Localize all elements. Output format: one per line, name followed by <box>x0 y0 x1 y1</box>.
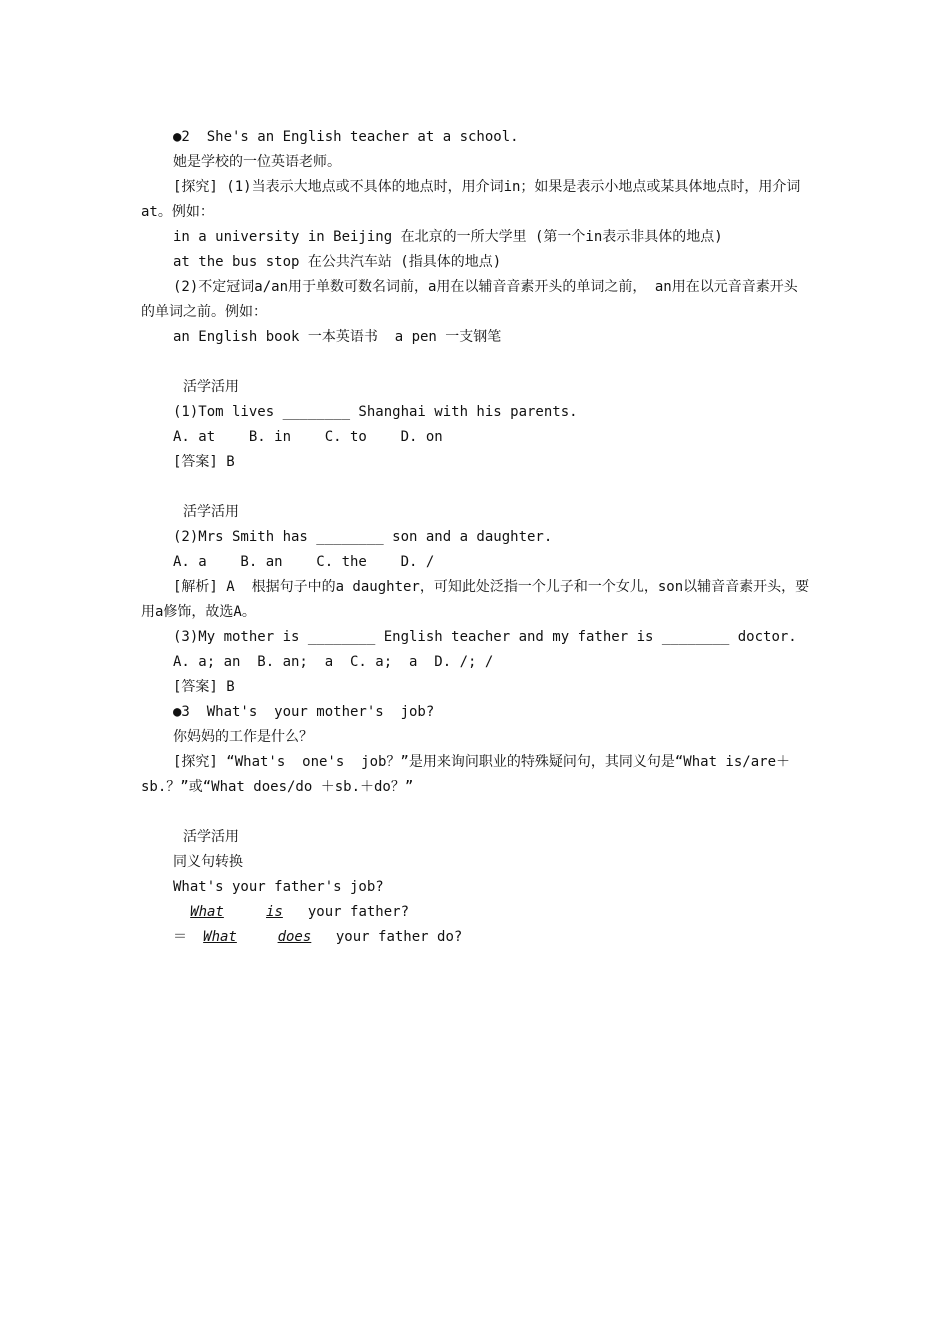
practice-3-question: (3)My mother is ________ English teacher and my father is ________ doctor. <box>173 629 797 645</box>
practice-1-answer: [答案] B <box>173 454 235 470</box>
answer-blank: What <box>203 929 237 945</box>
section-3-explore: [探究] “What's one's job？”是用来询问职业的特殊疑问句，其同义句是“What is/are＋sb.？”或“What does/do ＋sb.＋do？” <box>141 754 791 795</box>
section-3-heading: ●3 What's your mother's job? <box>173 704 435 720</box>
practice-2-question: (2)Mrs Smith has ________ son and a daughter. <box>173 529 553 545</box>
spacer <box>141 350 811 375</box>
practice-2-title: 活学活用 <box>183 504 239 520</box>
document-body <box>141 125 811 950</box>
example-2: at the bus stop 在公共汽车站 (指具体的地点) <box>173 254 502 270</box>
rewrite-line-1 <box>141 900 811 925</box>
practice-2-options: A. a B. an C. the D. / <box>173 554 435 570</box>
example-3: an English book 一本英语书 a pen 一支钢笔 <box>173 329 502 345</box>
rewrite-line-2-text: your father do? <box>327 929 463 945</box>
practice-1-question: (1)Tom lives ________ Shanghai with his parents. <box>173 404 578 420</box>
section-2-explore-2: (2)不定冠词a/an用于单数可数名词前，a用在以辅音音素开头的单词之前， an用在以元音音素开头的单词之前。例如： <box>141 279 798 320</box>
section-2-explore-1: [探究] (1)当表示大地点或不具体的地点时，用介词in；如果是表示小地点或某具体地点时，用介词at。例如： <box>141 179 801 220</box>
practice-3-options: A. a; an B. an; a C. a; a D. /; / <box>173 654 494 670</box>
practice-3-answer: [答案] B <box>173 679 235 695</box>
answer-blank: does <box>277 929 312 945</box>
example-1: in a university in Beijing 在北京的一所大学里 (第一个in表示非具体的地点) <box>173 229 723 245</box>
spacer <box>141 475 811 500</box>
rewrite-line-1-text: your father? <box>299 904 410 920</box>
section-2-heading: ●2 She's an English teacher at a school. <box>173 129 519 145</box>
rewrite-line-2 <box>141 925 811 950</box>
practice-4-sentence: What's your father's job? <box>173 879 384 895</box>
practice-4-subtitle: 同义句转换 <box>173 854 243 870</box>
section-2-translation: 她是学校的一位英语老师。 <box>173 154 341 170</box>
practice-1-options: A. at B. in C. to D. on <box>173 429 443 445</box>
section-3-translation: 你妈妈的工作是什么？ <box>173 729 313 745</box>
equals-sign: ＝ <box>173 929 187 945</box>
answer-blank: What <box>190 904 224 920</box>
practice-2-analysis: [解析] A 根据句子中的a daughter，可知此处泛指一个儿子和一个女儿，son以辅音音素开头，要用a修饰，故选A。 <box>141 579 810 620</box>
spacer <box>141 800 811 825</box>
answer-blank: is <box>266 904 283 920</box>
practice-1-title: 活学活用 <box>183 379 239 395</box>
practice-4-title: 活学活用 <box>183 829 239 845</box>
